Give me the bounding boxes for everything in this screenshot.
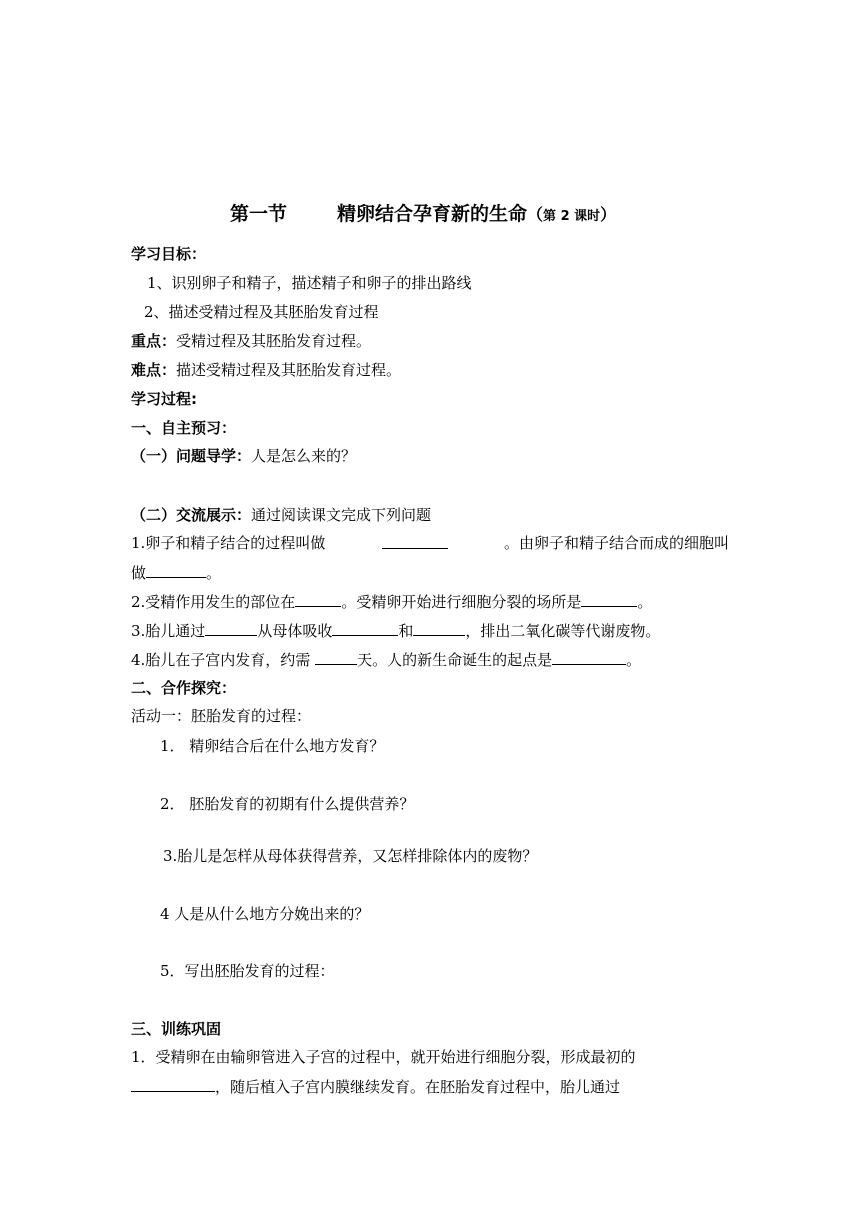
q4-blank-2[interactable] <box>552 649 626 665</box>
part1-sub1 <box>131 446 356 466</box>
q4-blank-1[interactable] <box>315 649 357 665</box>
q3-line <box>131 620 660 641</box>
difficulty-label: 难点： <box>131 361 177 379</box>
q2-blank-1[interactable] <box>295 591 341 607</box>
key-point-label: 重点： <box>131 332 177 350</box>
title-paren-open: （ <box>527 205 544 224</box>
practice-q1-text: ，随后植入子宫内膜继续发育。在胚胎发育过程中，胎儿通过 <box>215 1078 621 1096</box>
q2-part-c: 。 <box>637 593 653 611</box>
q4-part-b: 天。人的新生命诞生的起点是 <box>357 651 553 669</box>
sub1-text: 人是怎么来的？ <box>251 447 357 465</box>
q1-blank-2[interactable] <box>146 562 206 578</box>
q1-blank-1[interactable] <box>382 533 448 549</box>
sub2-text: 通过阅读课文完成下列问题 <box>251 506 432 524</box>
q3-blank-1[interactable] <box>205 620 257 636</box>
q2-line <box>131 591 652 612</box>
q2-part-b: 。受精卵开始进行细胞分裂的场所是 <box>341 593 582 611</box>
sub1-label: （一）问题导学： <box>131 447 252 465</box>
title-name: 精卵结合孕育新的生命 <box>337 203 528 225</box>
part2-heading: 二、合作探究： <box>131 679 237 697</box>
explore-question: 1． 精卵结合后在什么地方发育？ <box>160 737 385 755</box>
q4-part-c: 。 <box>626 651 642 669</box>
q1-part-b: 。由卵子和精子结合而成的细胞叫 <box>503 534 729 552</box>
q4-line <box>131 649 641 670</box>
practice-q1-line2 <box>131 1076 620 1097</box>
q2-part-a: 2.受精作用发生的部位在 <box>131 593 296 611</box>
part1-heading: 一、自主预习： <box>131 419 237 437</box>
q1-line2 <box>131 562 221 583</box>
explore-question: 5．写出胚胎发育的过程： <box>160 962 335 980</box>
objective-item: 1、识别卵子和精子，描述精子和卵子的排出路线 <box>147 274 472 292</box>
q3-part-c: 和 <box>398 622 414 640</box>
page-title <box>230 201 616 230</box>
q3-part-d: ，排出二氧化碳等代谢废物。 <box>465 622 661 640</box>
sub2-label: （二）交流展示： <box>131 506 252 524</box>
explore-question: 2． 胚胎发育的初期有什么提供营养？ <box>160 795 415 813</box>
q3-part-b: 从母体吸收 <box>257 622 333 640</box>
q3-part-a: 3.胎儿通过 <box>131 622 206 640</box>
difficulty-text: 描述受精过程及其胚胎发育过程。 <box>176 361 402 379</box>
q4-part-a: 4.胎儿在子宫内发育，约需 <box>131 651 316 669</box>
q1-part-a: 1.卵子和精子结合的过程叫做 <box>131 534 326 552</box>
title-section: 第一节 <box>230 203 288 225</box>
practice-q1-blank[interactable] <box>131 1076 215 1092</box>
q1-part-d: 。 <box>206 564 222 582</box>
objective-item: 2、描述受精过程及其胚胎发育过程 <box>144 303 379 321</box>
q3-blank-3[interactable] <box>413 620 465 636</box>
process-heading: 学习过程: <box>131 390 197 408</box>
q2-blank-2[interactable] <box>581 591 637 607</box>
difficulty <box>131 360 401 380</box>
part1-sub2 <box>131 505 431 525</box>
q1-part-c: 做 <box>131 564 147 582</box>
explore-question: 4 人是从什么地方分娩出来的？ <box>160 905 370 923</box>
key-point <box>131 331 371 351</box>
activity-title: 活动一：胚胎发育的过程： <box>131 707 312 725</box>
explore-question: 3.胎儿是怎样从母体获得营养，又怎样排除体内的废物？ <box>163 847 538 865</box>
objectives-heading: 学习目标： <box>131 245 207 263</box>
title-paren-close: ） <box>600 205 617 224</box>
part3-heading: 三、训练巩固 <box>131 1020 222 1038</box>
q3-blank-2[interactable] <box>332 620 398 636</box>
q1-line1 <box>131 533 729 553</box>
title-session: 第 2 课时 <box>543 209 601 224</box>
practice-q1-line1: 1．受精卵在由输卵管进入子宫的过程中，就开始进行细胞分裂，形成最初的 <box>131 1048 636 1066</box>
key-point-text: 受精过程及其胚胎发育过程。 <box>176 332 372 350</box>
